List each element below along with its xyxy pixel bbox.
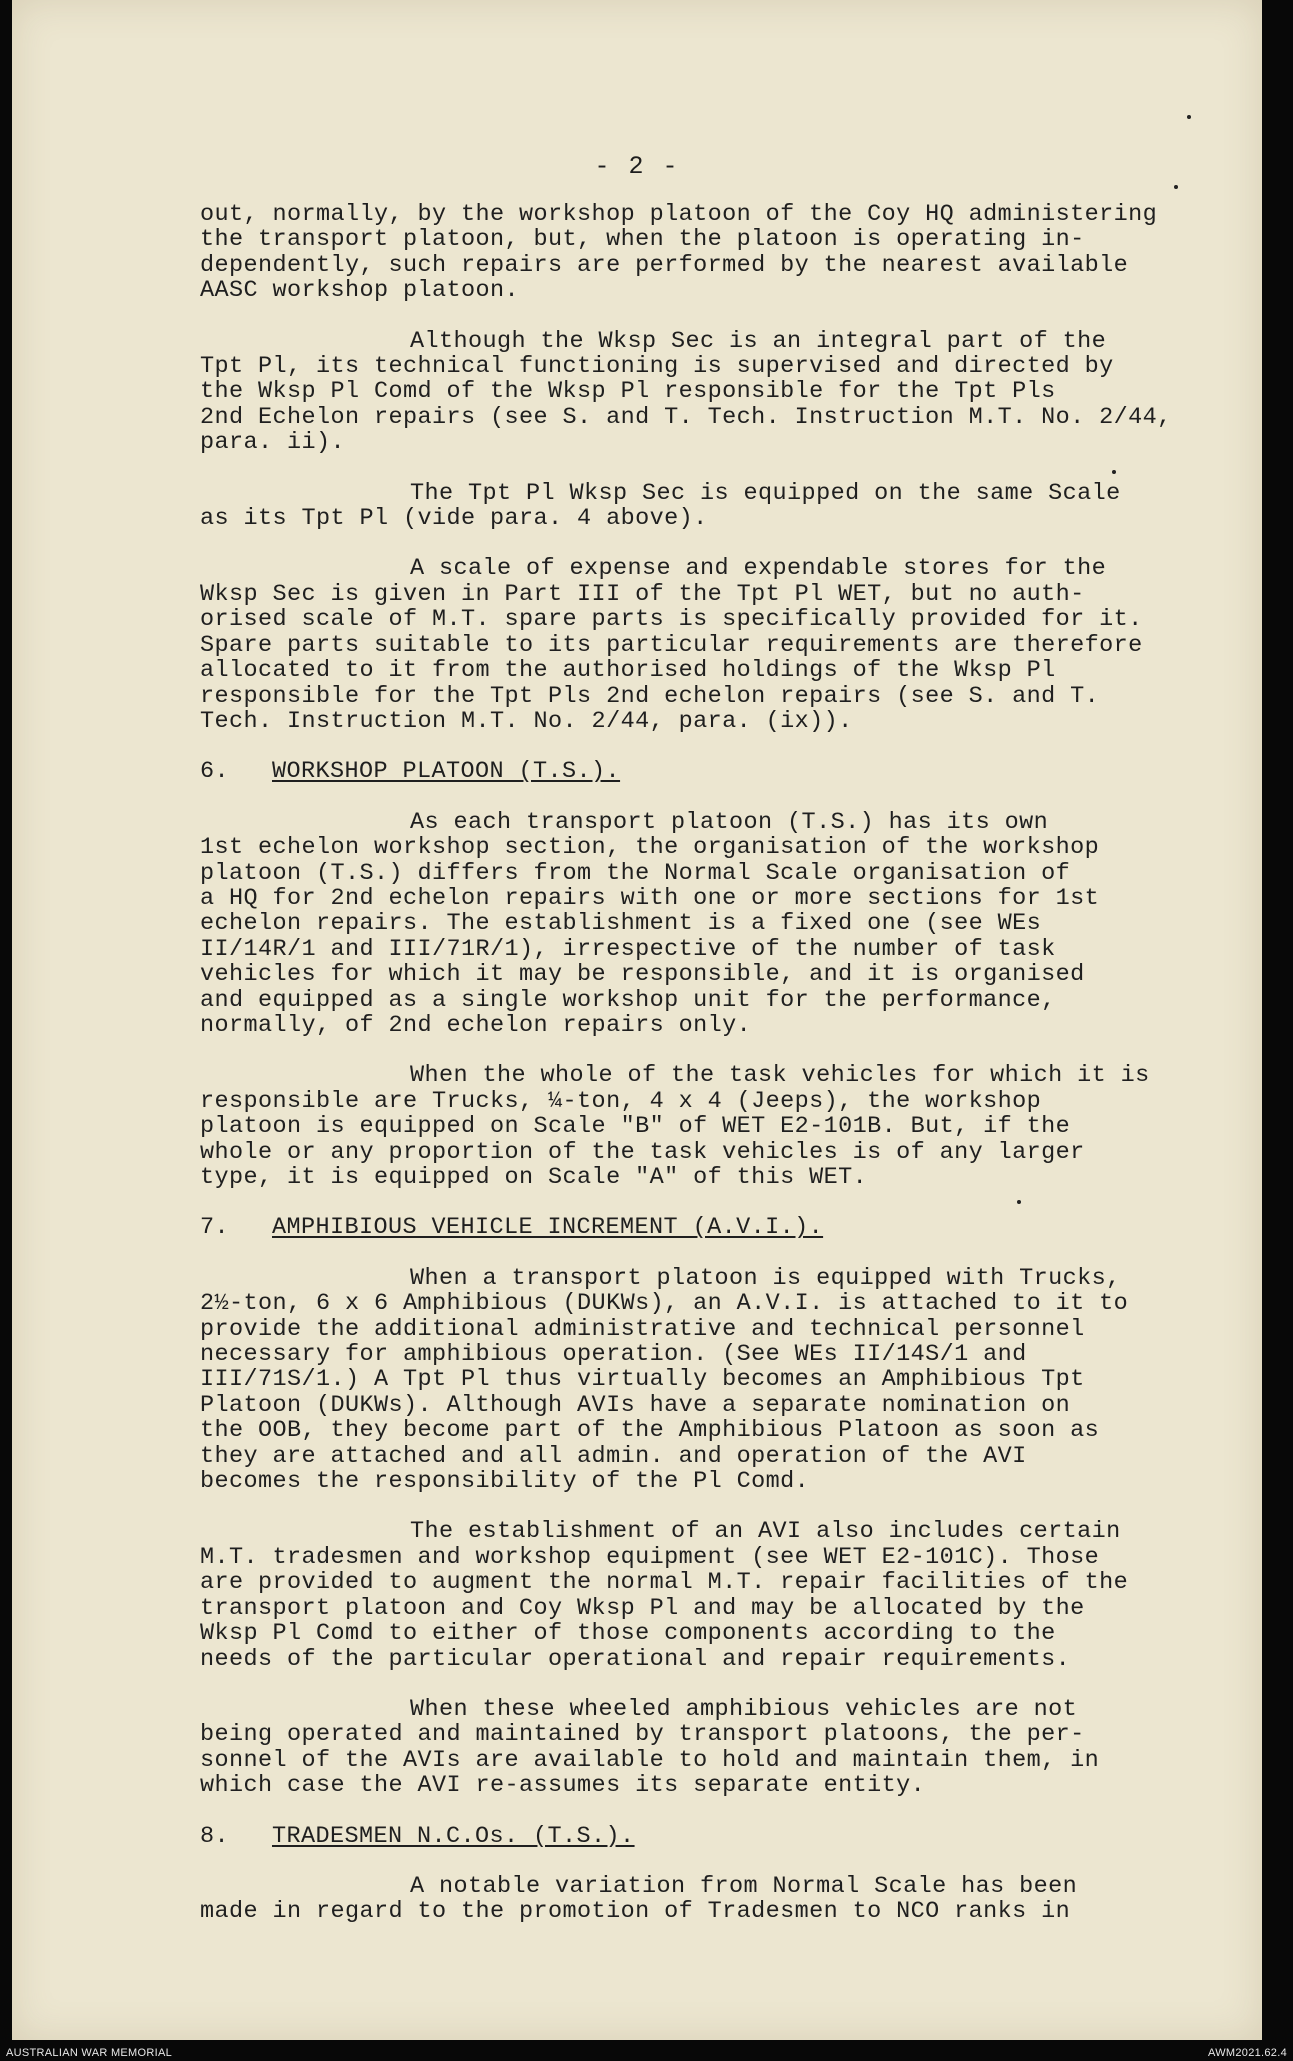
- paragraph-wksp-sec-supervision: Although the Wksp Sec is an integral part of the Tpt Pl, its technical functioning is supervised and directed by the Wksp Pl Comd of the Wksp Pl responsible for the Tpt Pls 2nd Echelon repairs (see S. and T. Tech. Instruction M.T. No. 2/44, para. ii).: [200, 327, 1172, 457]
- document-page: [12, 0, 1262, 2040]
- paragraph-stores-scale: A scale of expense and expendable stores for the Wksp Sec is given in Part III of the Tpt Pl WET, but no auth- orised scale of M.T. spare parts is specifically provided for it. Spare parts suitable to its particular requirements are therefore allocated to it from the authorised holdings of the Wksp Pl responsible for the Tpt Pls 2nd echelon repairs (see S. and T. Tech. Instruction M.T. No. 2/44, para. (ix)).: [200, 555, 1143, 735]
- page-number: - 2 -: [594, 152, 680, 181]
- paragraph-wksp-sec-scale: The Tpt Pl Wksp Sec is equipped on the same Scale as its Tpt Pl (vide para. 4 above).: [200, 479, 1121, 533]
- section-title: WORKSHOP PLATOON (T.S.).: [272, 758, 621, 786]
- paper-speck: [1112, 470, 1116, 474]
- paper-speck: [1187, 115, 1191, 119]
- section-number: 8.: [200, 1822, 230, 1850]
- footer-archive-name: AUSTRALIAN WAR MEMORIAL: [6, 2047, 173, 2059]
- paragraph-tradesmen-promotion: A notable variation from Normal Scale has been made in regard to the promotion of Tradesmen to NCO ranks in: [200, 1872, 1078, 1926]
- paragraph-avi-attachment: When a transport platoon is equipped with Trucks, 2½-ton, 6 x 6 Amphibious (DUKWs), an A.V.I. is attached to it to provide the additional administrative and technical personnel necessary for amphibious operation. (See WEs II/14S/1 and III/71S/1.) A Tpt Pl thus virtually becomes an Amphibious Tpt Platoon (DUKWs). Although AVIs have a separate nomination on the OOB, they become part of the Amphibious Platoon as soon as they are attached and all admin. and operation of the AVI becomes the responsibility of the Pl Comd.: [200, 1264, 1129, 1496]
- paragraph-avi-separate-entity: When these wheeled amphibious vehicles are not being operated and maintained by transport platoons, the per- sonnel of the AVIs are available to hold and maintain them, in which case the AVI re-assumes its separate entity.: [200, 1695, 1100, 1800]
- paragraph-workshop-platoon-organisation: As each transport platoon (T.S.) has its own 1st echelon workshop section, the organisation of the workshop platoon (T.S.) differs from the Normal Scale organisation of a HQ for 2nd echelon repairs with one or more sections for 1st echelon repairs. The establishment is a fixed one (see WEs II/14R/1 and III/71R/1), irrespective of the number of task vehicles for which it may be responsible, and it is organised and equipped as a single workshop unit for the performance, normally, of 2nd echelon repairs only.: [200, 808, 1100, 1039]
- paragraph-workshop-platoon-scale: When the whole of the task vehicles for which it is responsible are Trucks, ¼-ton, 4 x 4 (Jeeps), the workshop platoon is equipped on Scale "B" of WET E2-101B. But, if the whole or any proportion of the task vehicles is of any larger type, it is equipped on Scale "A" of this WET.: [200, 1062, 1150, 1191]
- paragraph-continuation: out, normally, by the workshop platoon of the Coy HQ administering the transport platoon, but, when the platoon is operating in- dependently, such repairs are performed by the nearest available AASC workshop platoon.: [200, 201, 1158, 305]
- paragraph-avi-establishment: The establishment of an AVI also includes certain M.T. tradesmen and workshop equipment (see WET E2-101C). Those are provided to augment the normal M.T. repair facilities of the transport platoon and Coy Wksp Pl and may be allocated by the Wksp Pl Comd to either of those components according to the needs of the particular operational and repair requirements.: [200, 1518, 1129, 1673]
- section-number: 6.: [200, 758, 230, 786]
- section-heading-8: [200, 1824, 1200, 1849]
- document-body: [200, 202, 1200, 1950]
- section-title: TRADESMEN N.C.Os. (T.S.).: [272, 1822, 635, 1850]
- footer-archive-reference: AWM2021.62.4: [1207, 2047, 1287, 2059]
- section-heading-7: [200, 1215, 1200, 1240]
- section-title: AMPHIBIOUS VEHICLE INCREMENT (A.V.I.).: [272, 1214, 824, 1242]
- paper-speck: [1174, 185, 1178, 189]
- section-heading-6: [200, 759, 1200, 784]
- section-number: 7.: [200, 1214, 230, 1242]
- paper-speck: [1017, 1200, 1021, 1204]
